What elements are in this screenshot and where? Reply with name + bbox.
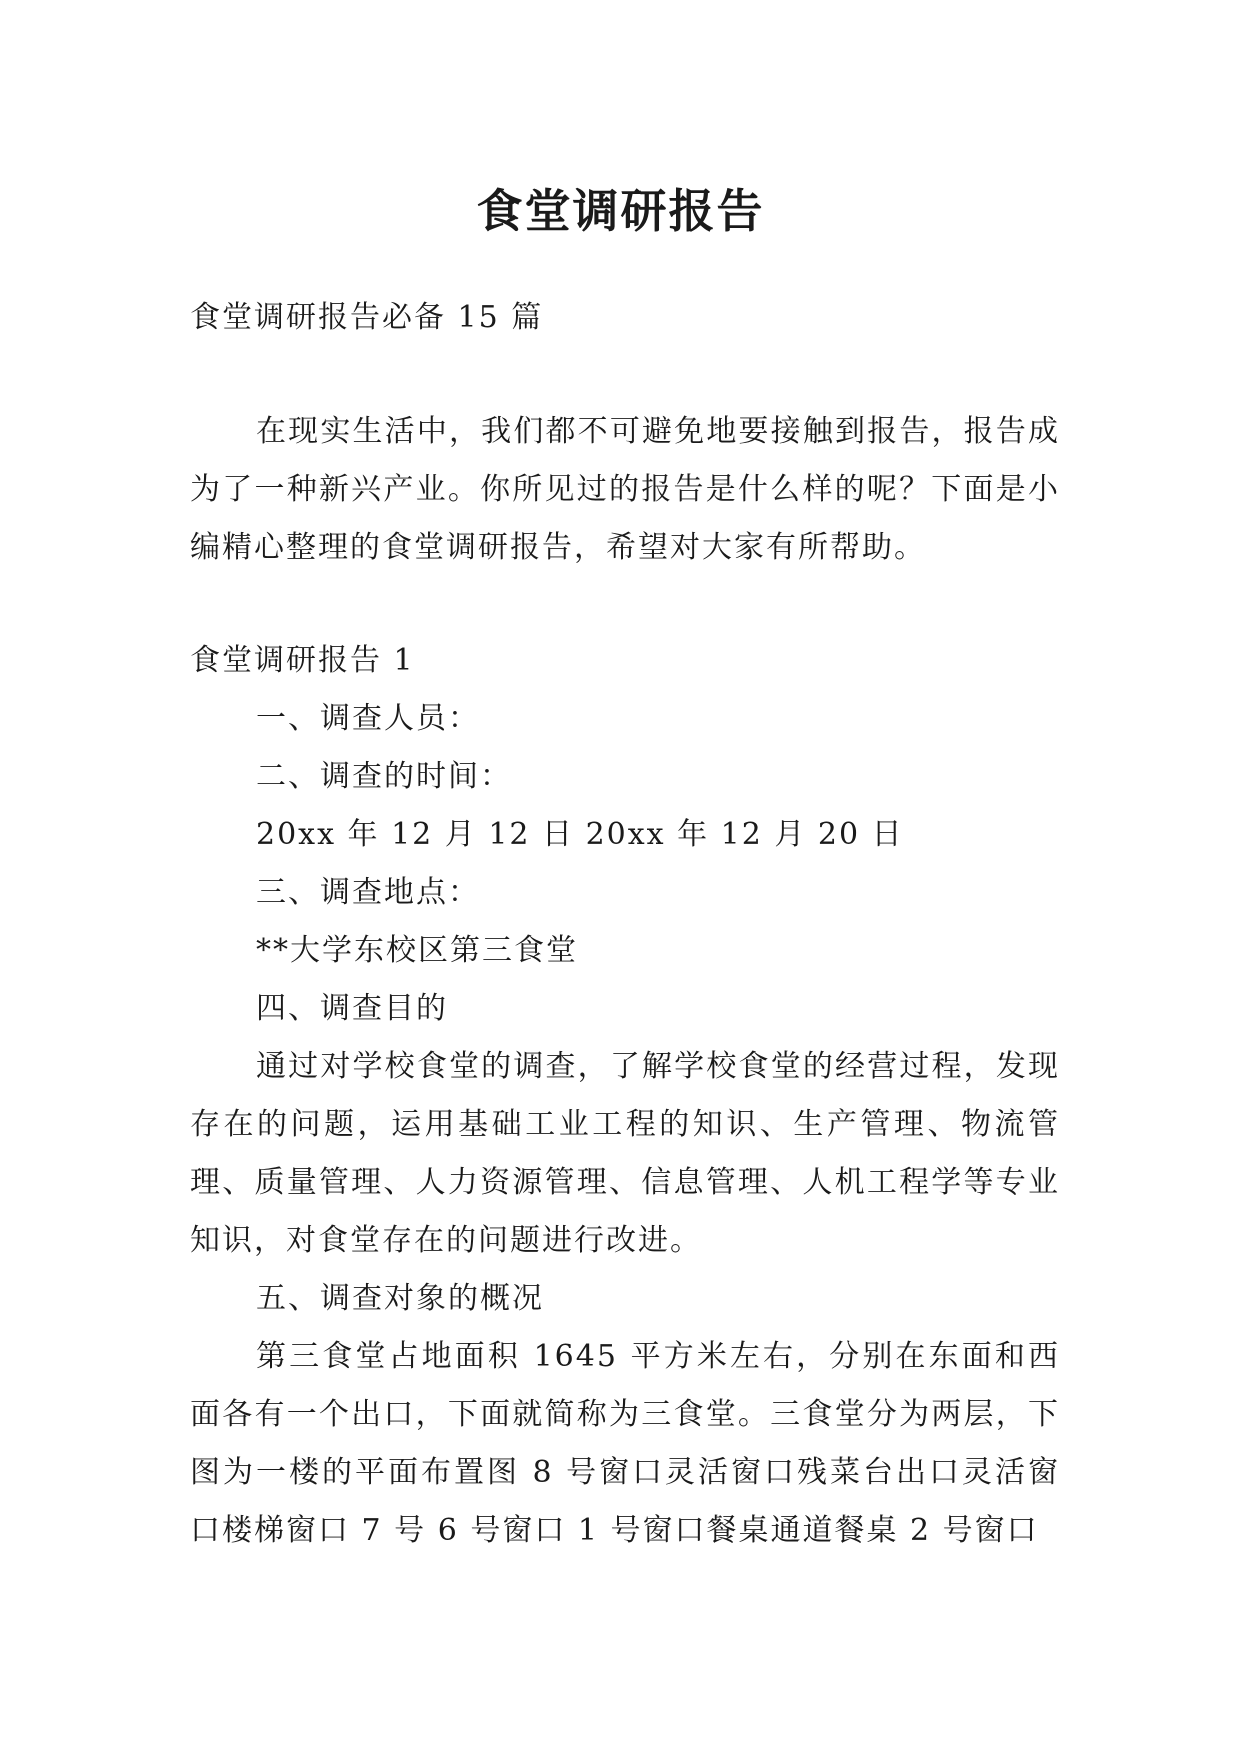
item-time-value: 20xx 年 12 月 12 日 20xx 年 12 月 20 日: [256, 817, 904, 852]
document-title: 食堂调研报告: [476, 183, 765, 238]
intro-paragraph: 在现实生活中，我们都不可避免地要接触到报告，报告成为了一种新兴产业。你所见过的报告是什么样的呢？下面是小编精心整理的食堂调研报告，希望对大家有所帮助。: [190, 414, 1060, 565]
item-purpose-text: 通过对学校食堂的调查，了解学校食堂的经营过程，发现存在的问题，运用基础工业工程的知识、生产管理、物流管理、质量管理、人力资源管理、信息管理、人机工程学等专业知识，对食堂存在的问题进行改进。: [190, 1049, 1060, 1258]
section-1: [190, 632, 1060, 1560]
item-investigators: 一、调查人员：: [256, 701, 480, 736]
item-overview-text: 第三食堂占地面积 1645 平方米左右，分别在东面和西面各有一个出口，下面就简称为三食堂。三食堂分为两层，下图为一楼的平面布置图 8 号窗口灵活窗口残菜台出口灵活窗口楼梯窗口 7 号 6 号窗口 1 号窗口餐桌通道餐桌 2 号窗口: [190, 1339, 1060, 1548]
item-overview: 五、调查对象的概况: [256, 1281, 544, 1316]
document-subtitle: 食堂调研报告必备 15 篇: [190, 300, 544, 335]
section-heading: 食堂调研报告 1: [190, 643, 415, 678]
item-location: 三、调查地点：: [256, 875, 480, 910]
item-location-value: **大学东校区第三食堂: [256, 933, 578, 968]
item-time: 二、调查的时间：: [256, 759, 512, 794]
item-purpose: 四、调查目的: [256, 991, 448, 1026]
